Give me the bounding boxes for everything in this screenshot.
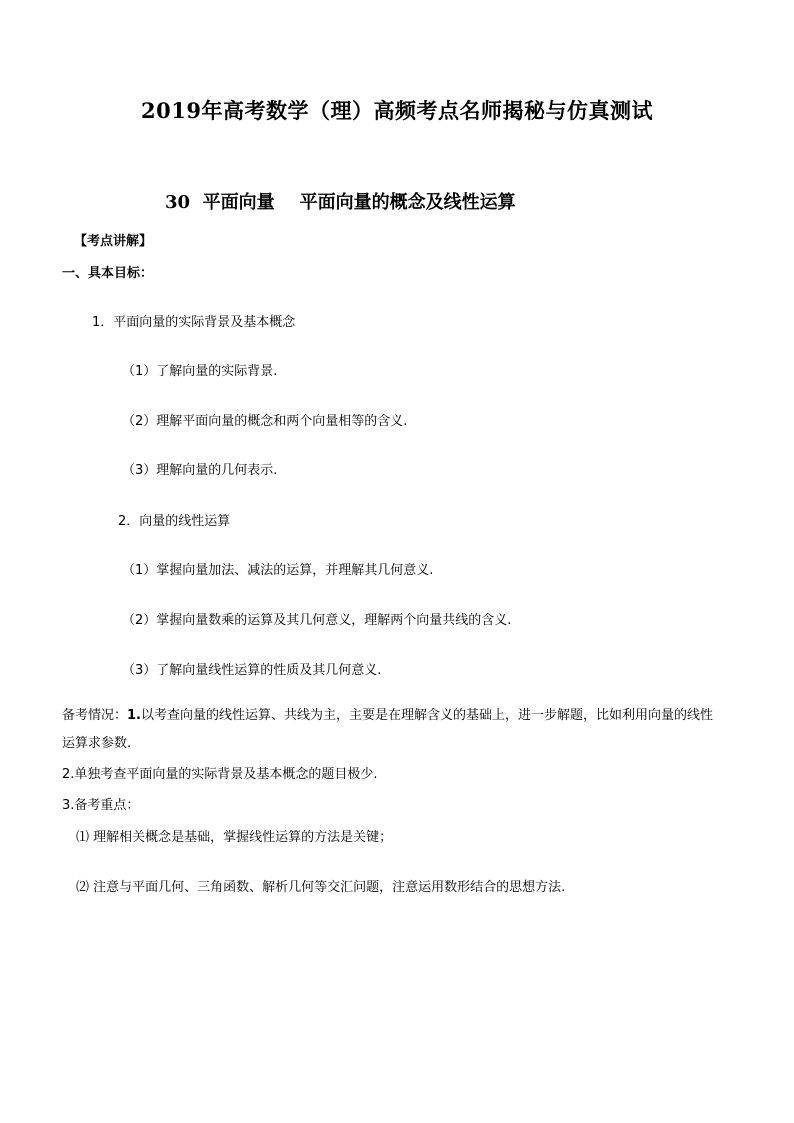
preparation-paragraph <box>62 702 722 758</box>
focus-item-1: ⑴ 理解相关概念是基础，掌握线性运算的方法是关键； <box>76 830 393 845</box>
objective-item-2-1: （1）掌握向量加法、减法的运算，并理解其几何意义. <box>122 563 434 578</box>
document-title: 2019年高考数学（理）高频考点名师揭秘与仿真测试 <box>141 98 653 123</box>
objective-item-1: 1．平面向量的实际背景及基本概念 <box>92 315 296 330</box>
objective-item-2-3: （3）了解向量线性运算的性质及其几何意义. <box>122 663 382 678</box>
focus-item-2: ⑵ 注意与平面几何、三角函数、解析几何等交汇问题，注意运用数形结合的思想方法. <box>76 880 566 895</box>
objective-item-2: 2．向量的线性运算 <box>118 514 231 529</box>
objective-item-1-3: （3）理解向量的几何表示. <box>122 463 278 478</box>
preparation-label: 备考情况： <box>62 708 128 723</box>
preparation-number: 1. <box>127 708 141 723</box>
objective-item-2-2: （2）掌握向量数乘的运算及其几何意义，理解两个向量共线的含义. <box>122 613 512 628</box>
heading-objectives: 一、具本目标： <box>62 266 154 281</box>
objective-item-1-1: （1）了解向量的实际背景. <box>122 364 278 379</box>
objective-item-1-2: （2）理解平面向量的概念和两个向量相等的含义. <box>122 414 408 429</box>
section-label: 【考点讲解】 <box>74 234 153 249</box>
preparation-item-3: 3.备考重点： <box>62 798 140 813</box>
preparation-item-2: 2.单独考查平面向量的实际背景及基本概念的题目极少. <box>62 767 378 782</box>
preparation-text: 以考查向量的线性运算、共线为主，主要是在理解含义的基础上，进一步解题，比如利用向量的线性运算求参数. <box>62 708 714 751</box>
section-subtitle: 30 平面向量 平面向量的概念及线性运算 <box>165 192 516 213</box>
